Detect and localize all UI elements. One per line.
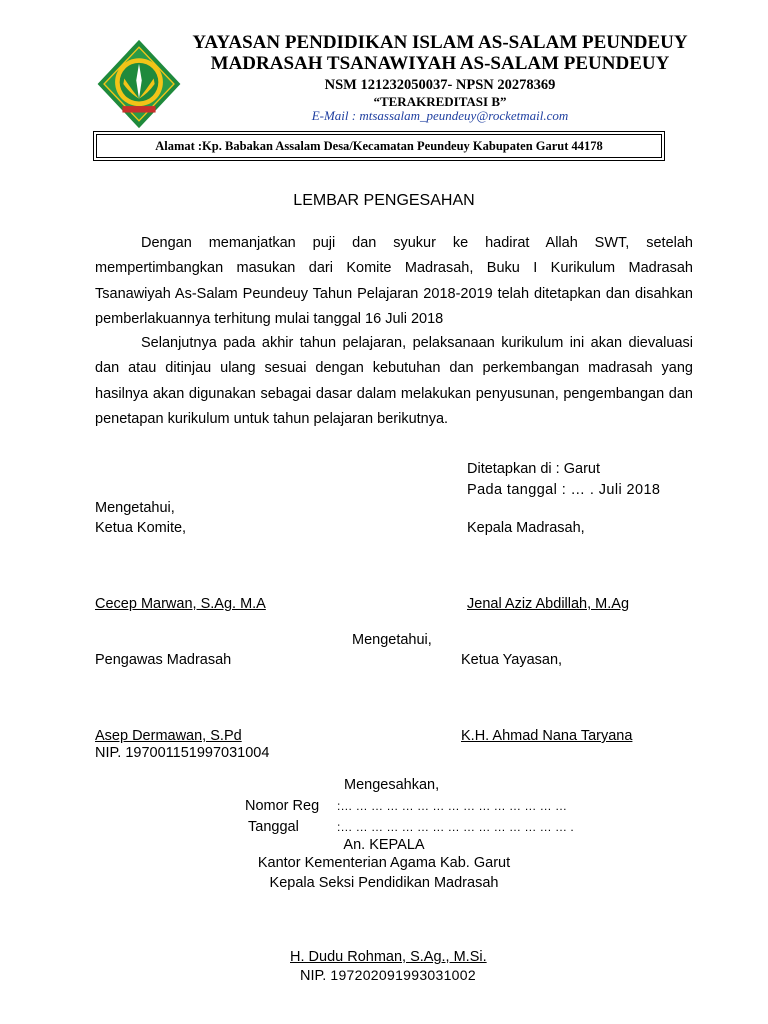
foundation-name: YAYASAN PENDIDIKAN ISLAM AS-SALAM PEUNDEUY xyxy=(192,32,688,53)
nomor-reg-label: Nomor Reg xyxy=(245,798,320,814)
signer-name-pengawas: Asep Dermawan, S.Pd xyxy=(95,728,242,744)
page-title: LEMBAR PENGESAHAN xyxy=(293,192,475,209)
address-text: Alamat :Kp. Babakan Assalam Desa/Kecamatan Peundeuy Kabupaten Garut 44178 xyxy=(96,134,662,158)
signer-name-kepala: Jenal Aziz Abdillah, M.Ag xyxy=(467,596,630,612)
email-link[interactable]: E-Mail : mtsassalam_peundeuy@rocketmail.com xyxy=(311,108,569,123)
mengesahkan-heading: Mengesahkan, xyxy=(344,777,440,793)
signer-nip-kasi xyxy=(300,966,476,985)
ketua-yayasan-label: Ketua Yayasan, xyxy=(461,652,563,668)
mengetahui-left: Mengetahui, xyxy=(95,500,175,516)
signer-name-yayasan: K.H. Ahmad Nana Taryana xyxy=(461,728,633,744)
tanggal-label: Tanggal xyxy=(248,819,299,835)
madrasah-emblem-icon xyxy=(93,38,185,130)
signer-name-kasi: H. Dudu Rohman, S.Ag., M.Si. xyxy=(290,949,487,965)
school-name: MADRASAH TSANAWIYAH AS-SALAM PEUNDEUY xyxy=(210,53,670,74)
mengetahui-center: Mengetahui, xyxy=(352,632,432,648)
kantor-kemenag: Kantor Kementerian Agama Kab. Garut xyxy=(257,855,511,871)
address-box xyxy=(93,131,665,161)
tanggal-value: :… … … … … … … … … … … … … … … . xyxy=(337,820,574,834)
ditetapkan-place: Ditetapkan di : Garut xyxy=(467,461,600,477)
nip-value: 197202091993031002 xyxy=(330,967,476,983)
ketua-komite-label: Ketua Komite, xyxy=(95,520,187,536)
kepala-madrasah-label: Kepala Madrasah, xyxy=(467,520,585,536)
kepala-seksi: Kepala Seksi Pendidikan Madrasah xyxy=(269,875,499,891)
an-kepala: An. KEPALA xyxy=(343,837,425,853)
pengawas-label: Pengawas Madrasah xyxy=(95,652,232,668)
nsm-npsn: NSM 121232050037- NPSN 20278369 xyxy=(324,77,556,93)
signer-nip-pengawas: NIP. 197001151997031004 xyxy=(95,745,270,761)
paragraph-1: Dengan memanjatkan puji dan syukur ke hadirat Allah SWT, setelah mempertimbangkan masukan dari Komite Madrasah, Buku I Kurikulum Madrasah Tsanawiyah As-Salam Peundeuy Tahun Pelajaran 2018-2019 telah ditetapkan dan disahkan pemberlakuannya terhitung mulai tanggal 16 Juli 2018 xyxy=(95,235,693,327)
signer-name-komite: Cecep Marwan, S.Ag. M.A xyxy=(95,596,266,612)
nomor-reg-value: :… … … … … … … … … … … … … … … xyxy=(337,799,568,813)
ditetapkan-date: Pada tanggal : … . Juli 2018 xyxy=(467,482,661,498)
nip-label: NIP. xyxy=(300,968,327,984)
paragraph-2: Selanjutnya pada akhir tahun pelajaran, pelaksanaan kurikulum ini akan dievaluasi dan atau ditinjau ulang sesuai dengan kebutuhan dan perkembangan madrasah yang hasilnya akan digunakan sebagai dasar dalam melakukan penyusunan, pengembangan dan penetapan kurikulum untuk tahun pelajaran berikutnya. xyxy=(95,335,693,427)
accreditation: “TERAKREDITASI B” xyxy=(373,94,507,109)
